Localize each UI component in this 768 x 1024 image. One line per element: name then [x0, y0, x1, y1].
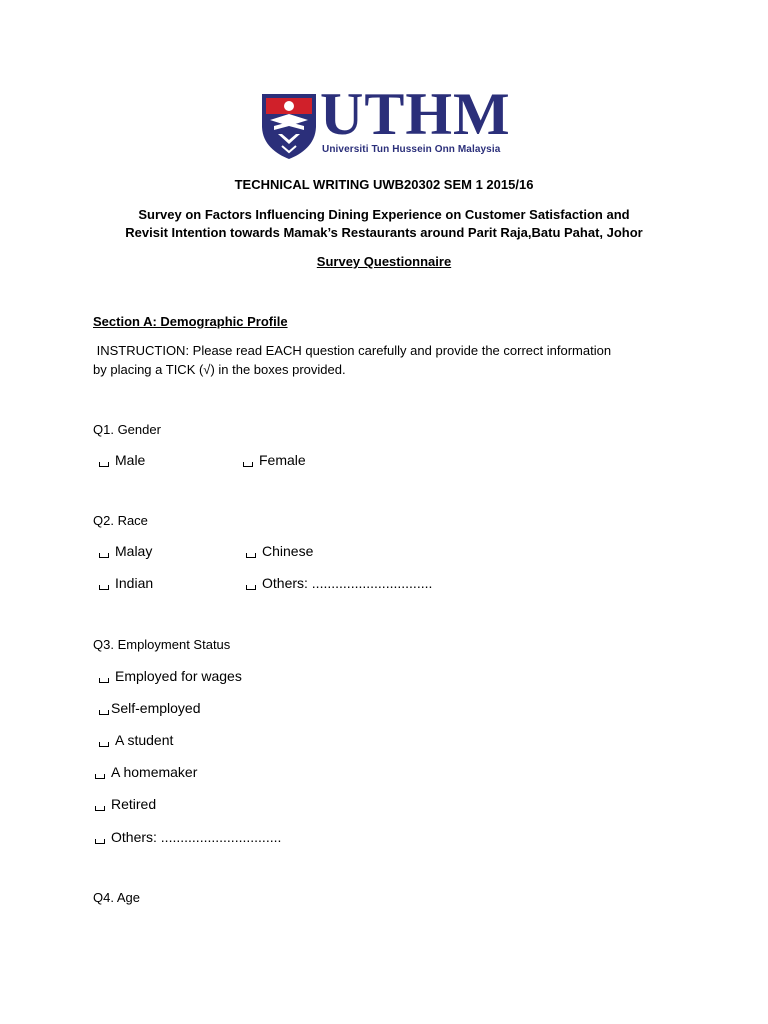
checkbox-icon[interactable] [95, 839, 105, 844]
instruction-line1: INSTRUCTION: Please read EACH question carefully and provide the correct information [93, 343, 612, 358]
option-label: A homemaker [111, 764, 198, 780]
option-label: Indian [115, 575, 154, 591]
q2-option-chinese[interactable] [246, 543, 313, 559]
option-label: Others: ............................... [262, 575, 433, 591]
q3-option-homemaker[interactable] [95, 764, 197, 780]
q1-label: Q1. Gender [93, 422, 161, 437]
course-title: TECHNICAL WRITING UWB20302 SEM 1 2015/16 [234, 177, 534, 192]
instruction-line2: by placing a TICK (√) in the boxes provided. [93, 362, 346, 377]
option-label: Employed for wages [115, 668, 242, 684]
survey-title-line1: Survey on Factors Influencing Dining Experience on Customer Satisfaction and [138, 207, 630, 222]
q2-option-others[interactable] [246, 575, 432, 591]
checkbox-icon[interactable] [99, 585, 109, 590]
doc-type-heading: Survey Questionnaire [316, 254, 452, 269]
q1-option-female[interactable] [243, 452, 306, 468]
option-label: Male [115, 452, 146, 468]
q1-option-male[interactable] [99, 452, 145, 468]
checkbox-icon[interactable] [99, 678, 109, 683]
uthm-crest-icon [260, 92, 318, 160]
checkbox-icon[interactable] [95, 806, 105, 811]
logo-subtitle: Universiti Tun Hussein Onn Malaysia [322, 144, 501, 155]
checkbox-icon[interactable] [99, 742, 109, 747]
checkbox-icon[interactable] [246, 585, 256, 590]
q3-option-self-employed[interactable] [99, 700, 201, 716]
survey-title-line2: Revisit Intention towards Mamak’s Restaurants around Parit Raja,Batu Pahat, Johor [125, 225, 643, 240]
q2-option-malay[interactable] [99, 543, 152, 559]
checkbox-icon[interactable] [99, 553, 109, 558]
option-label: A student [115, 732, 174, 748]
checkbox-icon[interactable] [246, 553, 256, 558]
logo-wordmark: UTHM [320, 81, 511, 147]
q3-option-retired[interactable] [95, 796, 156, 812]
q3-option-others[interactable] [95, 829, 281, 845]
q2-label: Q2. Race [93, 513, 148, 528]
q3-option-student[interactable] [99, 732, 173, 748]
checkbox-icon[interactable] [243, 462, 253, 467]
option-label: Self-employed [111, 700, 201, 716]
option-label: Retired [111, 796, 157, 812]
option-label: Others: ............................... [111, 829, 282, 845]
option-label: Malay [115, 543, 153, 559]
q4-label: Q4. Age [93, 890, 140, 905]
checkbox-icon[interactable] [99, 710, 109, 715]
q3-option-employed[interactable] [99, 668, 242, 684]
checkbox-icon[interactable] [99, 462, 109, 467]
option-label: Female [259, 452, 306, 468]
uthm-logo [260, 81, 512, 162]
option-label: Chinese [262, 543, 314, 559]
checkbox-icon[interactable] [95, 774, 105, 779]
q2-option-indian[interactable] [99, 575, 153, 591]
q3-label: Q3. Employment Status [93, 637, 231, 652]
section-a-title: Section A: Demographic Profile [93, 314, 288, 329]
